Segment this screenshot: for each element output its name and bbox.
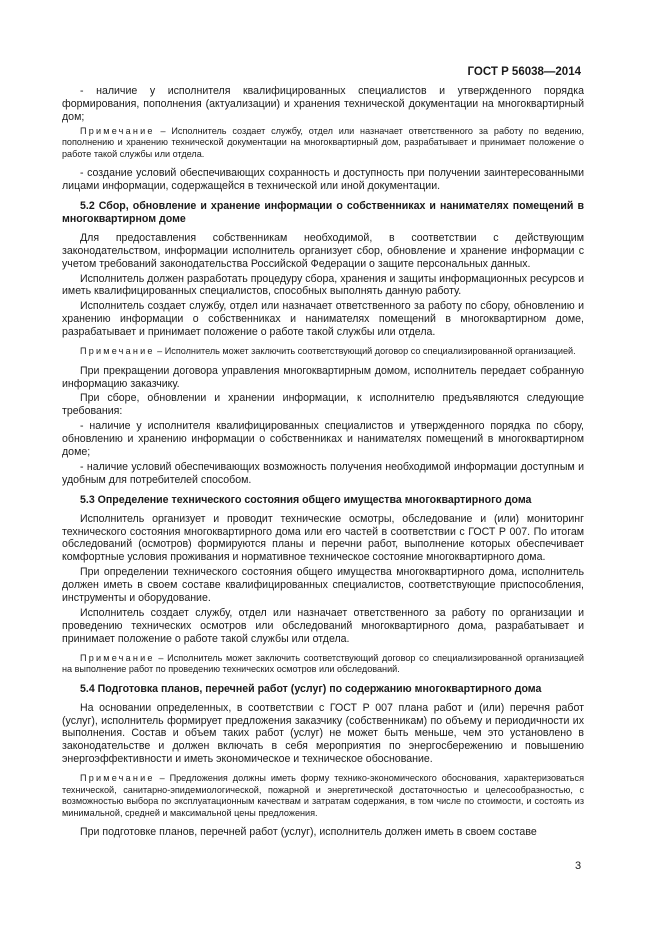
- paragraph: При определении технического состояния общего имущества многоквартирного дома, исполнитель должен иметь в своем составе квалифицированных специалистов, соответствующие приспособления, инструменты и оборудование.: [62, 566, 584, 605]
- paragraph: - создание условий обеспечивающих сохранность и доступность при получении заинтересованными лицами информации, содержащейся в технической или иной документации.: [62, 167, 584, 193]
- note-label: Примечание: [80, 773, 155, 784]
- paragraph: - наличие у исполнителя квалифицированных специалистов и утвержденного порядка формирования, пополнения (актуализации) и хранения технической документации на многоквартирный дом;: [62, 85, 584, 123]
- paragraph: При сборе, обновлении и хранении информации, к исполнителю предъявляются следующие требования:: [62, 392, 584, 418]
- paragraph: - наличие у исполнителя квалифицированных специалистов и утвержденного порядка по сбору, обновлению и хранению информации о собственниках и нанимателях помещений в многоквартирном доме;: [62, 420, 584, 459]
- document-header: ГОСТ Р 56038—2014: [467, 66, 581, 78]
- section-heading: 5.4 Подготовка планов, перечней работ (услуг) по содержанию многоквартирного дома: [80, 682, 542, 695]
- note: Примечание – Исполнитель может заключить соответствующий договор со специализированной организацией на выполнение работ по проведению технических осмотров или обследований.: [62, 652, 584, 675]
- paragraph: Исполнитель должен разработать процедуру сбора, хранения и защиты информационных ресурсов и иметь квалифицированных специалистов, способных выполнять данную работу.: [62, 272, 584, 298]
- note-label: Примечание: [80, 125, 155, 136]
- note-label: Примечание: [80, 652, 155, 663]
- paragraph: Исполнитель создает службу, отдел или назначает ответственного за работу по организации и проведению технических осмотров или обследований многоквартирного дома, разрабатывает и принимает положение о работе такой службы или отдела.: [62, 607, 584, 645]
- paragraph: При прекращении договора управления многоквартирным домом, исполнитель передает собранную информацию заказчику.: [62, 364, 584, 390]
- paragraph: На основании определенных, в соответствии с ГОСТ Р 007 плана работ и (или) перечня работ (услуг), исполнитель формирует предложения заказчику (собственникам) по объему и периодичности их выполнения. Состав и объем таких работ (услуг) не может быть меньше, чем это установлено в законодательстве и должен включать в себя мероприятия по энергосбережению и повышению энергоэффективности и иметь экономическое и техническое обоснование.: [62, 701, 584, 766]
- paragraph: - наличие условий обеспечивающих возможность получения необходимой информации доступным и удобным для потребителей способом.: [62, 460, 584, 486]
- note: Примечание – Исполнитель создает службу, отдел или назначает ответственного за работу по ведению, пополнению и хранению технической документации на многоквартирный дом, разрабатывает и принимает положение о работе такой службы или отдела.: [62, 125, 584, 159]
- note: Примечание – Исполнитель может заключить соответствующий договор со специализированной организацией.: [80, 346, 576, 357]
- paragraph: Исполнитель создает службу, отдел или назначает ответственного за работу по сбору, обновлению и хранению информации о собственниках и нанимателях помещений в многоквартирном доме, разрабатывает и принимает положение о работе такой службы или отдела.: [62, 300, 584, 339]
- section-heading: 5.3 Определение технического состояния общего имущества многоквартирного дома: [80, 493, 532, 506]
- paragraph: При подготовке планов, перечней работ (услуг), исполнитель должен иметь в своем составе: [80, 826, 537, 839]
- page-body: [62, 85, 584, 841]
- paragraph: Исполнитель организует и проводит технические осмотры, обследование и (или) мониторинг технического состояния многоквартирного дома или его частей в соответствии с ГОСТ Р 007. По итогам обследований (осмотров) формируются планы и перечни работ, выполнение которых обеспечивает комфортные условия проживания и нормативное техническое состояние многоквартирного дома.: [62, 512, 584, 564]
- section-heading: 5.2 Сбор, обновление и хранение информации о собственниках и нанимателях помещений в многоквартирном доме: [62, 200, 584, 225]
- note-label: Примечание: [80, 346, 155, 357]
- note: Примечание – Предложения должны иметь форму технико-экономического обоснования, характеризоваться технической, санитарно-эпидемиологической, пожарной и энергетической достаточностью и целесообразностью, с возможностью выбора по эксплуатационным качествам и затратам содержания, в том числе по стоимости, и состоять из минимальной, средней и максимальной цены предложения.: [62, 773, 584, 818]
- page-number: 3: [575, 860, 582, 872]
- paragraph: Для предоставления собственникам необходимой, в соответствии с действующим законодательством, информации исполнитель организует сбор, обновление и хранение информации с учетом требований законодательства Российской Федерации о защите персональных данных.: [62, 231, 584, 270]
